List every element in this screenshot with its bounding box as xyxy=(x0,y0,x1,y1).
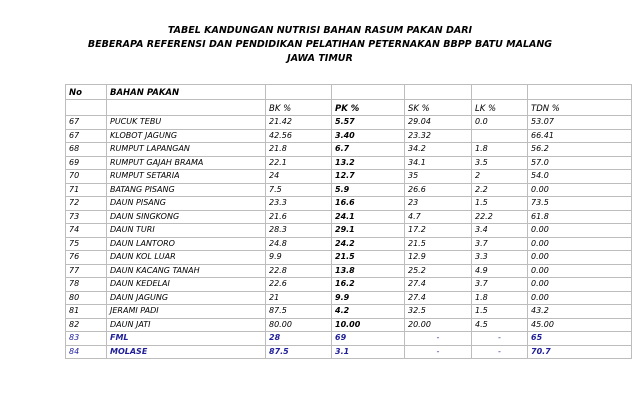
cell-no: 80 xyxy=(66,291,107,305)
cell-bk: 24 xyxy=(266,170,332,184)
cell-pk: 13.8 xyxy=(332,264,405,278)
cell-bahan: FML xyxy=(107,332,266,346)
cell-pk: 3.40 xyxy=(332,129,405,143)
cell-bahan: RUMPUT LAPANGAN xyxy=(107,143,266,157)
cell-bk: 21.8 xyxy=(266,143,332,157)
cell-bk: 21.42 xyxy=(266,116,332,130)
cell-tdn: 43.2 xyxy=(528,305,632,319)
table-row xyxy=(66,210,632,224)
header-pk: PK % xyxy=(332,100,405,116)
cell-bahan: DAUN KOL LUAR xyxy=(107,251,266,265)
cell-no: 75 xyxy=(66,237,107,251)
cell-pk: 3.1 xyxy=(332,345,405,359)
cell-pk: 5.9 xyxy=(332,183,405,197)
cell-bk: 24.8 xyxy=(266,237,332,251)
cell-tdn: 45.00 xyxy=(528,318,632,332)
cell-bk: 22.6 xyxy=(266,278,332,292)
cell-no: 71 xyxy=(66,183,107,197)
cell-sk: 25.2 xyxy=(405,264,472,278)
cell-tdn: 70.7 xyxy=(528,345,632,359)
cell-bk: 42.56 xyxy=(266,129,332,143)
cell-bk: 23.3 xyxy=(266,197,332,211)
table-row xyxy=(66,251,632,265)
cell-lk: 3.7 xyxy=(472,278,528,292)
cell-tdn: 0.00 xyxy=(528,183,632,197)
cell-no: 76 xyxy=(66,251,107,265)
table-row xyxy=(66,143,632,157)
cell-no: 83 xyxy=(66,332,107,346)
cell-tdn: 61.8 xyxy=(528,210,632,224)
cell-sk: 23 xyxy=(405,197,472,211)
table-row xyxy=(66,278,632,292)
cell-lk: 22.2 xyxy=(472,210,528,224)
cell-tdn: 53.07 xyxy=(528,116,632,130)
cell-bahan: DAUN PISANG xyxy=(107,197,266,211)
cell-bahan: MOLASE xyxy=(107,345,266,359)
cell-bahan: DAUN TURI xyxy=(107,224,266,238)
cell-sk: 26.6 xyxy=(405,183,472,197)
cell-sk: - xyxy=(405,345,472,359)
nutrition-table xyxy=(65,84,632,359)
cell-lk: 1.5 xyxy=(472,305,528,319)
cell-sk: 34.1 xyxy=(405,156,472,170)
table-row xyxy=(66,183,632,197)
header-row-1 xyxy=(66,85,632,100)
cell-pk: 12.7 xyxy=(332,170,405,184)
cell-no: 74 xyxy=(66,224,107,238)
cell-no: 82 xyxy=(66,318,107,332)
table-row xyxy=(66,318,632,332)
cell-tdn: 0.00 xyxy=(528,237,632,251)
title-line-2: BEBERAPA REFERENSI DAN PENDIDIKAN PELATIHAN PETERNAKAN BBPP BATU MALANG xyxy=(87,39,553,50)
title-line-1: TABEL KANDUNGAN NUTRISI BAHAN RASUM PAKAN DARI xyxy=(167,25,473,36)
cell-pk: 24.1 xyxy=(332,210,405,224)
cell-lk: 3.7 xyxy=(472,237,528,251)
table-row xyxy=(66,305,632,319)
cell-bahan: BATANG PISANG xyxy=(107,183,266,197)
cell-tdn: 56.2 xyxy=(528,143,632,157)
cell-pk: 13.2 xyxy=(332,156,405,170)
cell-pk: 10.00 xyxy=(332,318,405,332)
cell-sk: 17.2 xyxy=(405,224,472,238)
header-lk: LK % xyxy=(472,100,528,116)
cell-tdn: 65 xyxy=(528,332,632,346)
cell-bk: 21.6 xyxy=(266,210,332,224)
cell-lk: 0.0 xyxy=(472,116,528,130)
cell-bk: 87.5 xyxy=(266,345,332,359)
table-row xyxy=(66,291,632,305)
table-row xyxy=(66,345,632,359)
table-row xyxy=(66,224,632,238)
cell-no: 77 xyxy=(66,264,107,278)
cell-sk: - xyxy=(405,332,472,346)
cell-no: 73 xyxy=(66,210,107,224)
table-row xyxy=(66,156,632,170)
cell-pk: 16.6 xyxy=(332,197,405,211)
cell-lk: - xyxy=(472,332,528,346)
cell-sk: 32.5 xyxy=(405,305,472,319)
table-row xyxy=(66,264,632,278)
table-row xyxy=(66,332,632,346)
header-tdn: TDN % xyxy=(528,100,632,116)
cell-bahan: RUMPUT GAJAH BRAMA xyxy=(107,156,266,170)
cell-lk: 2 xyxy=(472,170,528,184)
cell-tdn: 0.00 xyxy=(528,224,632,238)
cell-bk: 28.3 xyxy=(266,224,332,238)
cell-bahan: DAUN JATI xyxy=(107,318,266,332)
cell-sk: 23.32 xyxy=(405,129,472,143)
cell-lk: 1.8 xyxy=(472,291,528,305)
cell-sk: 20.00 xyxy=(405,318,472,332)
cell-bk: 9.9 xyxy=(266,251,332,265)
cell-pk: 16.2 xyxy=(332,278,405,292)
cell-bk: 22.1 xyxy=(266,156,332,170)
cell-bk: 22.8 xyxy=(266,264,332,278)
cell-bk: 87.5 xyxy=(266,305,332,319)
header-bahan-pakan: BAHAN PAKAN xyxy=(107,85,266,100)
cell-bk: 80.00 xyxy=(266,318,332,332)
cell-tdn: 0.00 xyxy=(528,278,632,292)
cell-no: 72 xyxy=(66,197,107,211)
cell-tdn: 0.00 xyxy=(528,291,632,305)
cell-no: 84 xyxy=(66,345,107,359)
cell-bahan: RUMPUT SETARIA xyxy=(107,170,266,184)
cell-bahan: PUCUK TEBU xyxy=(107,116,266,130)
table-row xyxy=(66,170,632,184)
cell-bahan: DAUN LANTORO xyxy=(107,237,266,251)
cell-lk: 3.5 xyxy=(472,156,528,170)
cell-bahan: JERAMI PADI xyxy=(107,305,266,319)
header-sk: SK % xyxy=(405,100,472,116)
cell-no: 69 xyxy=(66,156,107,170)
cell-tdn: 66.41 xyxy=(528,129,632,143)
cell-tdn: 54.0 xyxy=(528,170,632,184)
cell-pk: 9.9 xyxy=(332,291,405,305)
cell-bk: 21 xyxy=(266,291,332,305)
cell-sk: 4.7 xyxy=(405,210,472,224)
title-line-3: JAWA TIMUR xyxy=(287,53,353,64)
cell-lk: 4.9 xyxy=(472,264,528,278)
cell-lk xyxy=(472,129,528,143)
cell-lk: 3.3 xyxy=(472,251,528,265)
cell-lk: 3.4 xyxy=(472,224,528,238)
cell-sk: 29.04 xyxy=(405,116,472,130)
cell-no: 67 xyxy=(66,116,107,130)
cell-pk: 69 xyxy=(332,332,405,346)
cell-pk: 29.1 xyxy=(332,224,405,238)
cell-bahan: KLOBOT JAGUNG xyxy=(107,129,266,143)
cell-pk: 21.5 xyxy=(332,251,405,265)
cell-pk: 4.2 xyxy=(332,305,405,319)
cell-bahan: DAUN JAGUNG xyxy=(107,291,266,305)
cell-lk: 4.5 xyxy=(472,318,528,332)
cell-no: 81 xyxy=(66,305,107,319)
cell-tdn: 57.0 xyxy=(528,156,632,170)
cell-pk: 5.57 xyxy=(332,116,405,130)
cell-bk: 7.5 xyxy=(266,183,332,197)
cell-bahan: DAUN KEDELAI xyxy=(107,278,266,292)
header-row-2 xyxy=(66,100,632,116)
cell-pk: 6.7 xyxy=(332,143,405,157)
table-row xyxy=(66,237,632,251)
cell-tdn: 73.5 xyxy=(528,197,632,211)
cell-sk: 27.4 xyxy=(405,291,472,305)
cell-bahan: DAUN KACANG TANAH xyxy=(107,264,266,278)
table-row xyxy=(66,116,632,130)
table-row xyxy=(66,129,632,143)
cell-tdn: 0.00 xyxy=(528,251,632,265)
cell-sk: 35 xyxy=(405,170,472,184)
cell-lk: 2.2 xyxy=(472,183,528,197)
cell-no: 78 xyxy=(66,278,107,292)
cell-no: 70 xyxy=(66,170,107,184)
cell-bk: 28 xyxy=(266,332,332,346)
cell-bahan: DAUN SINGKONG xyxy=(107,210,266,224)
cell-sk: 34.2 xyxy=(405,143,472,157)
cell-lk: 1.8 xyxy=(472,143,528,157)
table-row xyxy=(66,197,632,211)
cell-sk: 21.5 xyxy=(405,237,472,251)
cell-no: 67 xyxy=(66,129,107,143)
header-no: No xyxy=(66,85,107,100)
cell-lk: 1.5 xyxy=(472,197,528,211)
cell-sk: 27.4 xyxy=(405,278,472,292)
cell-sk: 12.9 xyxy=(405,251,472,265)
header-bk: BK % xyxy=(266,100,332,116)
cell-tdn: 0.00 xyxy=(528,264,632,278)
cell-lk: - xyxy=(472,345,528,359)
cell-no: 68 xyxy=(66,143,107,157)
cell-pk: 24.2 xyxy=(332,237,405,251)
